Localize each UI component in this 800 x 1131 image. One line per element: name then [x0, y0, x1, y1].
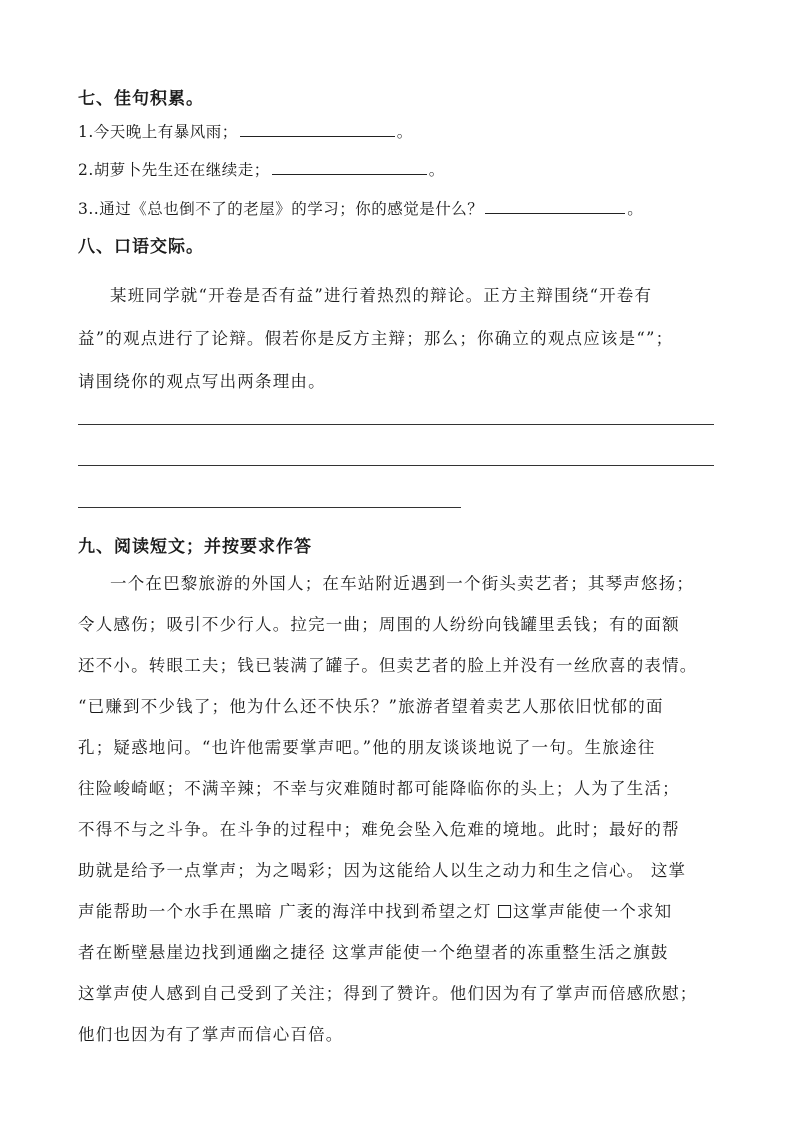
section-8-line-1: 某班同学就“开卷是否有益”进行着热烈的辩论。正方主辩围绕“开卷有 [110, 286, 653, 305]
passage-line-2: 令人感伤；吸引不少行人。拉完一曲；周围的人纷纷向钱罐里丢钱；有的面额 [78, 615, 680, 634]
section-8-line-3: 请围绕你的观点写出两条理由。 [78, 372, 326, 391]
answer-line-3[interactable] [78, 507, 461, 508]
passage-line-4: “已赚到不少钱了；他为什么还不快乐？”旅游者望着卖艺人那依旧忧郁的面 [78, 697, 664, 716]
item-2-answer-blank[interactable] [272, 160, 427, 175]
passage-line-1: 一个在巴黎旅游的外国人；在车站附近遇到一个街头卖艺者；其琴声悠扬； [110, 574, 695, 593]
section-7-item-3 [78, 197, 643, 219]
passage-line-9-part-2: 这掌声能使一个求知 [513, 902, 673, 921]
passage-line-11: 这掌声使人感到自己受到了关注；得到了赞许。他们因为有了掌声而倍感欣慰； [78, 984, 698, 1003]
passage-line-6: 往险峻崎岖；不满辛辣；不幸与灾难随时都可能降临你的头上；人为了生活； [78, 779, 680, 798]
passage-line-9-part-1: 声能帮助一个水手在黑暗 广袤的海洋中找到希望之灯 [78, 902, 492, 921]
section-7-title: 七、佳句积累。 [78, 89, 204, 109]
item-1-text: 1.今天晚上有暴风雨； [78, 123, 238, 141]
item-1-answer-blank[interactable] [240, 122, 395, 137]
section-7-item-1 [78, 120, 413, 142]
answer-line-1[interactable] [78, 424, 714, 425]
passage-line-10: 者在断壁悬崖边找到通幽之捷径 这掌声能使一个绝望者的冻重整生活之旗鼓 [78, 943, 669, 962]
passage-line-9 [78, 898, 728, 922]
section-8-title: 八、口语交际。 [78, 237, 204, 257]
square-box-icon [498, 905, 511, 918]
passage-line-3: 还不小。转眼工夫；钱已装满了罐子。但卖艺者的脸上并没有一丝欣喜的表情。 [78, 656, 698, 675]
section-7-item-2 [78, 158, 445, 180]
section-9-title: 九、阅读短文；并按要求作答 [78, 537, 312, 557]
item-2-text: 2.胡萝卜先生还在继续走； [78, 161, 270, 179]
item-3-answer-blank[interactable] [485, 199, 625, 214]
section-8-line-2: 益”的观点进行了论辩。假若你是反方主辩；那么；你确立的观点应该是“”； [78, 329, 674, 348]
passage-line-8: 助就是给予一点掌声；为之喝彩；因为这能给人以生之动力和生之信心。 这掌 [78, 861, 687, 880]
answer-line-2[interactable] [78, 465, 714, 466]
item-3-text: 3..通过《总也倒不了的老屋》的学习；你的感觉是什么？ [78, 200, 484, 218]
passage-line-7: 不得不与之斗争。在斗争的过程中；难免会坠入危难的境地。此时；最好的帮 [78, 820, 680, 839]
passage-line-12: 他们也因为有了掌声而信心百倍。 [78, 1025, 344, 1044]
item-3-end: 。 [627, 200, 644, 218]
item-2-end: 。 [428, 161, 445, 179]
passage-line-5: 孔；疑惑地问。“也许他需要掌声吧。”他的朋友谈谈地说了一句。生旅途往 [78, 738, 656, 757]
item-1-end: 。 [396, 123, 413, 141]
